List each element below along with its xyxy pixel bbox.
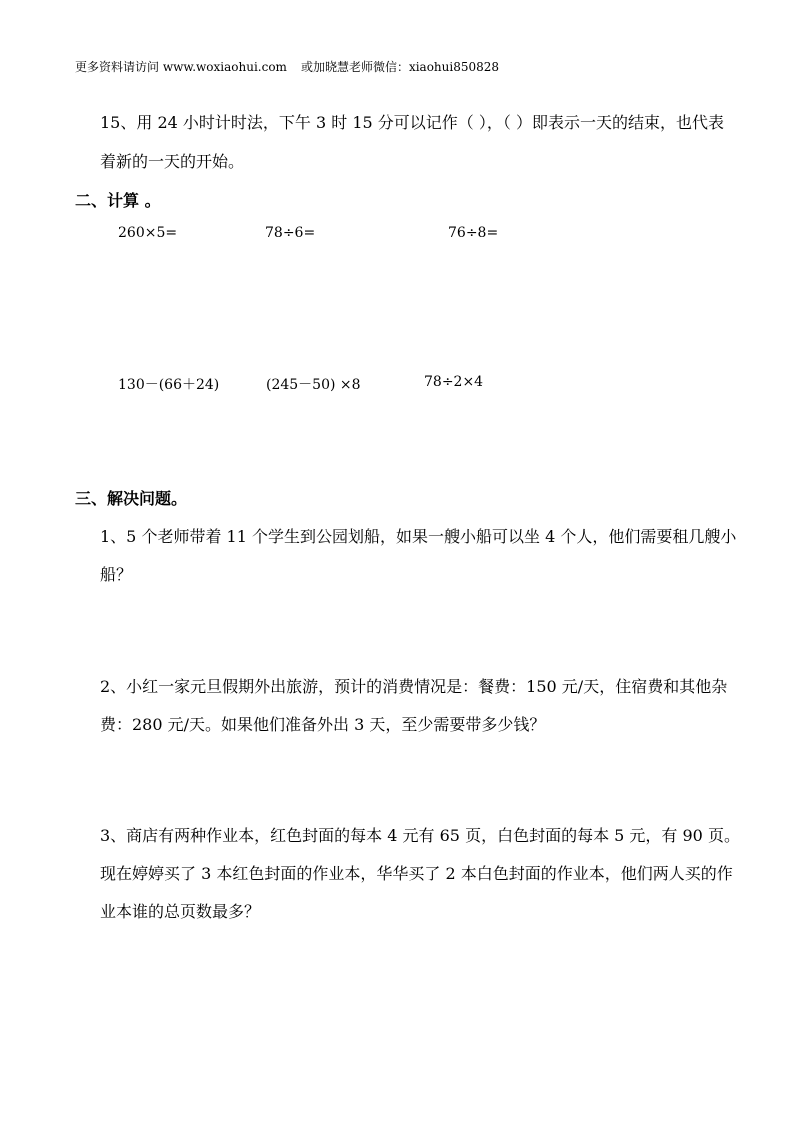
- calc-item: 78÷6=: [265, 225, 316, 241]
- header-site-text: 更多资料请访问 www.woxiaohui.com: [75, 60, 287, 74]
- calc-item: 260×5=: [118, 225, 178, 241]
- problem1-line2: 船？: [100, 565, 133, 584]
- section3-title: 三、解决问题。: [75, 489, 188, 508]
- problem2-line2: 费：280 元/天。如果他们准备外出 3 天，至少需要带多少钱？: [100, 715, 546, 734]
- section2-title: 二、计算 。: [75, 191, 161, 210]
- calc-item: 76÷8=: [448, 225, 499, 241]
- problem3-line1: 3、商店有两种作业本，红色封面的每本 4 元有 65 页，白色封面的每本 5 元，有 90 页。: [100, 826, 740, 845]
- q15-line2: 着新的一天的开始。: [100, 152, 245, 171]
- problem3-line3: 业本谁的总页数最多？: [100, 902, 261, 921]
- problem1-line1: 1、5 个老师带着 11 个学生到公园划船，如果一艘小船可以坐 4 个人，他们需要租几艘小: [100, 527, 737, 546]
- problem3-line2: 现在婷婷买了 3 本红色封面的作业本，华华买了 2 本白色封面的作业本，他们两人买的作: [100, 864, 733, 883]
- page-header: [75, 58, 499, 75]
- calc-item: 130－(66＋24): [118, 377, 220, 393]
- calc-item: 78÷2×4: [424, 374, 484, 390]
- calc-item: (245－50) ×8: [266, 377, 361, 393]
- q15-line1: 15、用 24 小时计时法，下午 3 时 15 分可以记作（ ），（ ）即表示一天的结束，也代表: [100, 113, 724, 132]
- header-wechat-text: 或加晓慧老师微信：xiaohui850828: [300, 60, 500, 74]
- problem2-line1: 2、小红一家元旦假期外出旅游，预计的消费情况是：餐费：150 元/天，住宿费和其他杂: [100, 677, 728, 696]
